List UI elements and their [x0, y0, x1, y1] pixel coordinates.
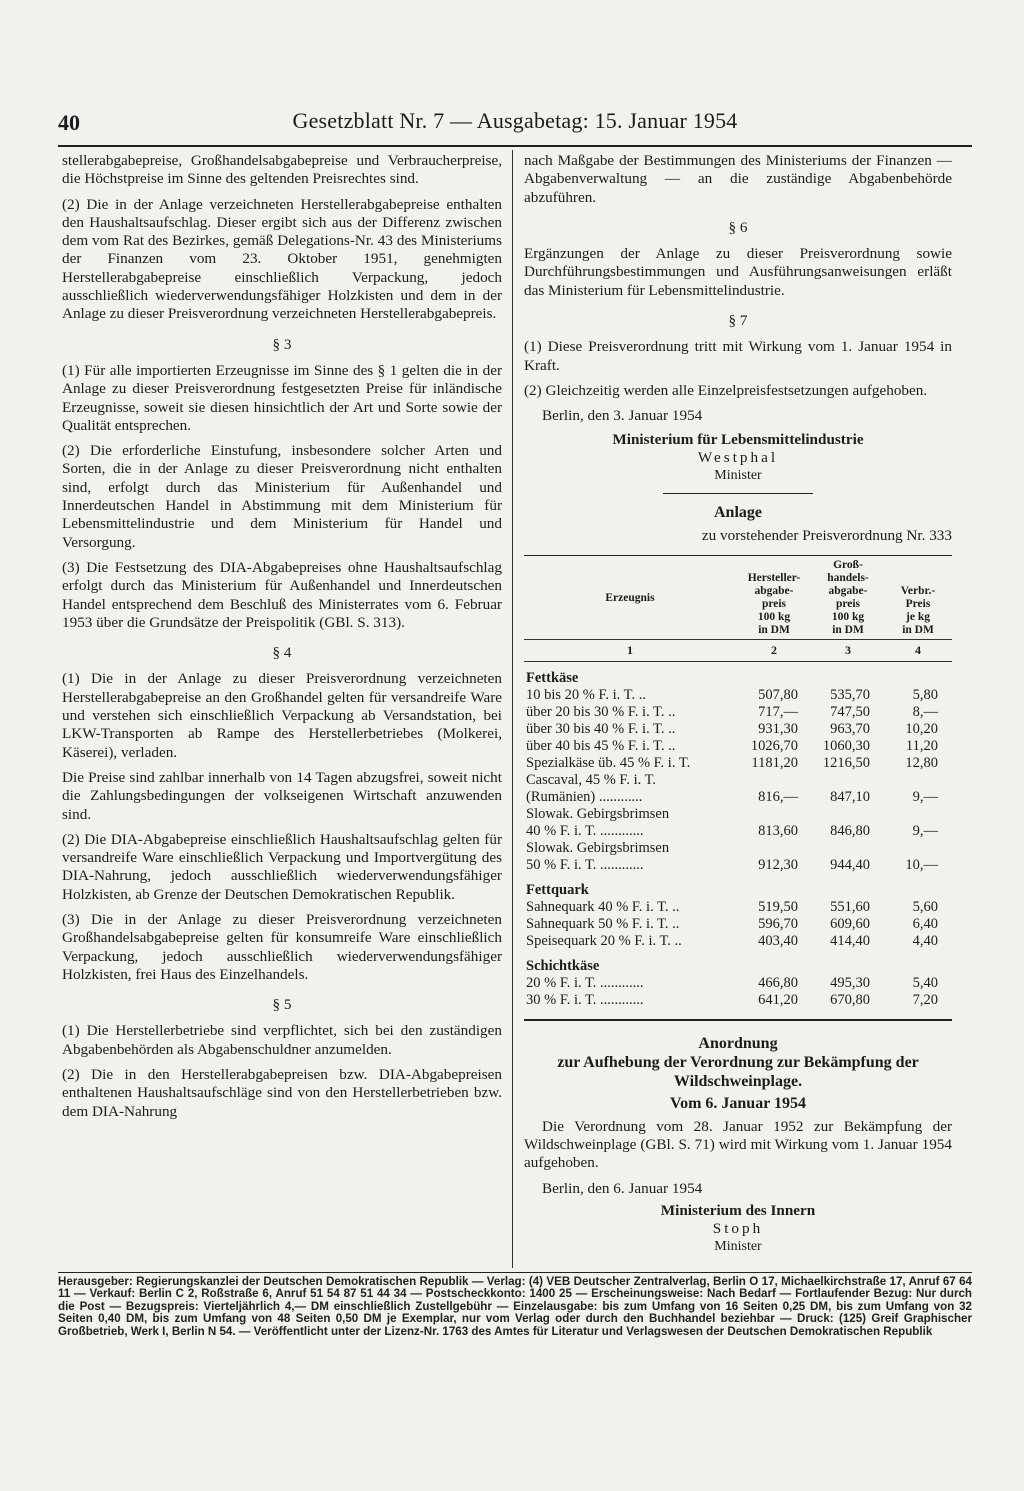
- column-header-consumer-price: Verbr.- Preis je kg in DM: [900, 585, 936, 637]
- table-row: [524, 704, 952, 721]
- product-name: 20 % F. i. T. ............: [526, 975, 644, 992]
- category-row: [524, 874, 952, 899]
- price-cell: 963,70: [830, 721, 870, 738]
- price-cell: 609,60: [830, 916, 870, 933]
- section-heading: § 5: [272, 996, 292, 1014]
- product-name: Speisequark 20 % F. i. T. ..: [526, 933, 682, 950]
- product-name: über 40 bis 45 % F. i. T. ..: [526, 738, 676, 755]
- price-table: [524, 556, 952, 1009]
- product-name: (Rumänien) ............: [526, 789, 643, 806]
- paragraph: (2) Gleichzeitig werden alle Einzelpreisfestsetzungen aufgehoben.: [524, 381, 928, 399]
- price-cell: 641,20: [758, 992, 798, 1009]
- price-cell: 4,40: [912, 933, 938, 950]
- paragraph: (1) Die Herstellerbetriebe sind verpflichtet, sich bei den zuständigen Abgabenbehörden als Abgabenschuldner anzumelden.: [62, 1022, 502, 1058]
- anordnung-date: Vom 6. Januar 1954: [669, 1095, 807, 1113]
- category-label: Schichtkäse: [526, 958, 600, 975]
- product-name: 40 % F. i. T. ............: [526, 823, 644, 840]
- table-row: [524, 840, 952, 857]
- price-cell: 495,30: [830, 975, 870, 992]
- page-number: 40: [58, 110, 80, 135]
- table-row: [524, 992, 952, 1009]
- paragraph: stellerabgabepreise, Großhandelsabgabepreise und Verbraucherpreise, die Höchstpreise im Sinne des geltenden Preisrechtes sind.: [62, 152, 502, 188]
- price-cell: 846,80: [830, 823, 870, 840]
- section-heading: § 4: [272, 644, 292, 662]
- price-cell: 5,40: [912, 975, 938, 992]
- price-cell: 847,10: [830, 789, 870, 806]
- table-row: [524, 738, 952, 755]
- category-label: Fettkäse: [526, 670, 579, 687]
- paragraph: nach Maßgabe der Bestimmungen des Ministeriums der Finanzen — Abgabenverwaltung — an die zuständige Abgabenbehörde abzuführen.: [524, 152, 952, 206]
- product-name: 50 % F. i. T. ............: [526, 857, 644, 874]
- signature-place-date: Berlin, den 6. Januar 1954: [542, 1179, 703, 1197]
- anlage-subtitle: zu vorstehender Preisverordnung Nr. 333: [701, 526, 952, 544]
- page-header: [58, 106, 972, 140]
- paragraph: Die Preise sind zahlbar innerhalb von 14 Tagen abzugsfrei, soweit nicht die Zahlungsbedingungen der volkseigenen Wirtschaft anzuwenden sind.: [62, 768, 502, 823]
- section-heading: § 6: [728, 218, 748, 236]
- category-row: [524, 950, 952, 975]
- table-bottom-rule: [524, 1019, 952, 1021]
- section-heading: § 7: [728, 312, 748, 330]
- anlage-title: Anlage: [714, 504, 762, 522]
- price-cell: 670,80: [830, 992, 870, 1009]
- product-name: über 20 bis 30 % F. i. T. ..: [526, 704, 676, 721]
- price-cell: [812, 806, 884, 823]
- price-cell: 1060,30: [822, 738, 870, 755]
- column-index-row: 1 2 3 4: [524, 640, 952, 662]
- price-cell: [812, 772, 884, 789]
- anordnung-title: Anordnung: [698, 1035, 778, 1053]
- column-divider: [512, 150, 513, 1268]
- table-row: [524, 789, 952, 806]
- paragraph: (1) Diese Preisverordnung tritt mit Wirkung vom 1. Januar 1954 in Kraft.: [524, 338, 952, 374]
- price-cell: 7,20: [912, 992, 938, 1009]
- left-column: [62, 152, 502, 1128]
- anordnung-block: [524, 1035, 952, 1257]
- product-name: 30 % F. i. T. ............: [526, 992, 644, 1009]
- category-row: [524, 662, 952, 688]
- price-cell: 551,60: [830, 899, 870, 916]
- signature-place-date: Berlin, den 3. Januar 1954: [542, 407, 703, 425]
- price-cell: 466,80: [758, 975, 798, 992]
- paragraph: (1) Für alle importierten Erzeugnisse im Sinne des § 1 gelten die in der Anlage zu dieser Preisverordnung festgesetzten Preise für inländische Erzeugnisse, soweit sie diesen hinsichtlich der Art und Sorte sowie der Qualität entsprechen.: [62, 361, 502, 434]
- paragraph: (3) Die Festsetzung des DIA-Abgabepreises ohne Haushaltsaufschlag erfolgt durch das Ministerium für Außenhandel und Innerdeutschen Handel entsprechend dem Beschluß des Ministerrates vom 6. Februar 1953 über die Grundsätze der Preispolitik (GBl. S. 313).: [62, 558, 502, 631]
- page-title: Gesetzblatt Nr. 7 — Ausgabetag: 15. Januar 1954: [292, 108, 738, 133]
- price-cell: 10,20: [905, 721, 938, 738]
- table-row: [524, 772, 952, 789]
- price-cell: 1026,70: [750, 738, 798, 755]
- price-cell: 9,—: [912, 823, 938, 840]
- paragraph: (2) Die DIA-Abgabepreise einschließlich Haushaltsaufschlag gelten für versandreife Ware einschließlich Verpackung und Importvergütung des DIA-Nahrung, jedoch ausschließlich wiederverwendungsfähiger Holzkisten, ab Grenze der Deutschen Demokratischen Republik.: [62, 830, 502, 903]
- price-table-body: [524, 662, 952, 1010]
- price-cell: [884, 806, 952, 823]
- column-header-wholesale-price: Groß- handels- abgabe- preis 100 kg in DM: [827, 559, 869, 637]
- price-cell: 9,—: [912, 789, 938, 806]
- paragraph: (3) Die in der Anlage zu dieser Preisverordnung verzeichneten Großhandelsabgabepreise gelten für konsumreife Ware einschließlich Verpackung, jedoch ausschließlich wiederverwendungsfähiger Holzkisten, frei Haus des Einzelhandels.: [62, 910, 502, 983]
- price-cell: 12,80: [905, 755, 938, 772]
- signature-name: Westphal: [697, 448, 779, 466]
- price-cell: 1216,50: [822, 755, 870, 772]
- price-cell: [736, 772, 812, 789]
- price-cell: [884, 840, 952, 857]
- price-cell: [736, 806, 812, 823]
- price-cell: 816,—: [758, 789, 798, 806]
- price-cell: [812, 840, 884, 857]
- price-cell: 1181,20: [751, 755, 798, 772]
- table-row: [524, 933, 952, 950]
- product-name: 10 bis 20 % F. i. T. ..: [526, 687, 646, 704]
- price-cell: 6,40: [912, 916, 938, 933]
- price-cell: 813,60: [758, 823, 798, 840]
- price-cell: 717,—: [758, 704, 798, 721]
- section-heading: § 3: [272, 335, 292, 353]
- product-name: Cascaval, 45 % F. i. T.: [526, 772, 656, 789]
- product-name: Slowak. Gebirgsbrimsen: [526, 806, 670, 823]
- table-row: [524, 721, 952, 738]
- price-cell: 403,40: [758, 933, 798, 950]
- category-label: Fettquark: [526, 882, 589, 899]
- column-header-producer-price: Hersteller- abgabe- preis 100 kg in DM: [747, 572, 801, 637]
- product-name: Slowak. Gebirgsbrimsen: [526, 840, 670, 857]
- price-cell: 747,50: [830, 704, 870, 721]
- price-cell: 5,60: [912, 899, 938, 916]
- paragraph: (2) Die erforderliche Einstufung, insbesondere solcher Arten und Sorten, die in der Anlage zu dieser Preisverordnung nicht enthalten sind, erfolgt durch das Ministerium für Außenhandel und Innerdeutschen Handel in Abstimmung mit dem Ministerium für Lebensmittelindustrie und dem Ministerium für Handel und Versorgung.: [62, 442, 502, 551]
- signature-block: [524, 407, 952, 485]
- paragraph: (1) Die in der Anlage zu dieser Preisverordnung verzeichneten Herstellerabgabepreise an den Großhandel gelten für versandreife Ware und verstehen sich einschließlich Verpackung ab Versandstation, bei LKW-Transporten ab Rampe des Herstellerbetriebes (Molkerei, Käserei), verladen.: [62, 670, 502, 761]
- product-name: über 30 bis 40 % F. i. T. ..: [526, 721, 676, 738]
- table-row: [524, 687, 952, 704]
- price-cell: 519,50: [758, 899, 798, 916]
- right-column: [524, 152, 952, 1257]
- product-name: Sahnequark 40 % F. i. T. ..: [526, 899, 680, 916]
- price-cell: 912,30: [758, 857, 798, 874]
- price-cell: 507,80: [758, 687, 798, 704]
- anordnung-subject: zur Aufhebung der Verordnung zur Bekämpfung der Wildschweinplage.: [557, 1054, 919, 1091]
- impressum: Herausgeber: Regierungskanzlei der Deutschen Demokratischen Republik — Verlag: (4) VEB Deutscher Zentralverlag, Berlin O 17, Michaelkirchstraße 17, Anruf 67 64 11 — Verkauf: Berlin C 2, Roßstraße 6, Anruf 51 54 87 51 44 34 — Postscheckkonto: 1400 25 — Erscheinungsweise: Nach Bedarf — Fortlaufender Bezug: Nur durch die Post — Bezugspreis: Vierteljährlich 4,— DM einschließlich Zustellgebühr — Einzelausgabe: bis zum Umfang von 16 Seiten 0,25 DM, bis zum Umfang von 32 Seiten 0,40 DM, bis zum Umfang von 48 Seiten 0,50 DM je Exemplar, nur vom Verlag oder durch den Buchhandel beziehbar — Druck: (125) Greif Graphischer Großbetrieb, Werk I, Berlin N 54. — Veröffentlicht unter der Lizenz-Nr. 1763 des Amtes für Literatur und Verlagswesen der Deutschen Demokratischen Republik: [58, 1272, 972, 1338]
- price-cell: 10,—: [905, 857, 938, 874]
- signature-ministry: Ministerium des Innern: [660, 1201, 816, 1219]
- price-cell: 596,70: [758, 916, 798, 933]
- price-cell: 5,80: [912, 687, 938, 704]
- signature-role: Minister: [714, 1239, 762, 1255]
- product-name: Sahnequark 50 % F. i. T. ..: [526, 916, 680, 933]
- header-rule: [58, 145, 972, 147]
- price-cell: 944,40: [830, 857, 870, 874]
- table-row: [524, 916, 952, 933]
- table-row: [524, 975, 952, 992]
- paragraph: (2) Die in der Anlage verzeichneten Herstellerabgabepreise enthalten den Haushaltsaufschlag. Dieser ergibt sich aus der Differenz zwischen dem vom Rat des Bezirkes, gemäß Delegations-Nr. 43 des Ministeriums der Finanzen vom 23. Oktober 1951, genehmigten Herstellerabgabepreise einschließlich Verpackung, jedoch ausschließlich wiederverwendungsfähiger Holzkisten und dem in der Anlage zu dieser Preisverordnung verzeichneten Herstellerabgabepreis.: [62, 195, 502, 323]
- column-header-product: Erzeugnis: [605, 591, 655, 604]
- price-cell: [736, 840, 812, 857]
- product-name: Spezialkäse üb. 45 % F. i. T.: [526, 755, 691, 772]
- price-cell: 8,—: [912, 704, 938, 721]
- paragraph: (2) Die in den Herstellerabgabepreisen bzw. DIA-Abgabepreisen enthaltenen Haushaltsaufschläge sind von den Herstellerbetrieben bzw. dem DIA-Nahrung: [62, 1066, 502, 1120]
- table-row: [524, 857, 952, 874]
- paragraph: Die Verordnung vom 28. Januar 1952 zur Bekämpfung der Wildschweinplage (GBl. S. 71) wird mit Wirkung vom 1. Januar 1954 aufgehoben.: [524, 1117, 952, 1172]
- signature-ministry: Ministerium für Lebensmittelindustrie: [612, 430, 864, 448]
- table-row: [524, 823, 952, 840]
- divider: [663, 493, 813, 494]
- price-cell: 931,30: [758, 721, 798, 738]
- price-cell: 535,70: [830, 687, 870, 704]
- price-cell: 414,40: [830, 933, 870, 950]
- signature-role: Minister: [714, 468, 762, 484]
- price-cell: [884, 772, 952, 789]
- paragraph: Ergänzungen der Anlage zu dieser Preisverordnung sowie Durchführungsbestimmungen und Ausführungsanweisungen erläßt das Ministerium für Lebensmittelindustrie.: [524, 245, 952, 299]
- price-cell: 11,20: [905, 738, 938, 755]
- table-row: [524, 806, 952, 823]
- table-row: [524, 755, 952, 772]
- table-row: [524, 899, 952, 916]
- signature-name: Stoph: [712, 1220, 764, 1238]
